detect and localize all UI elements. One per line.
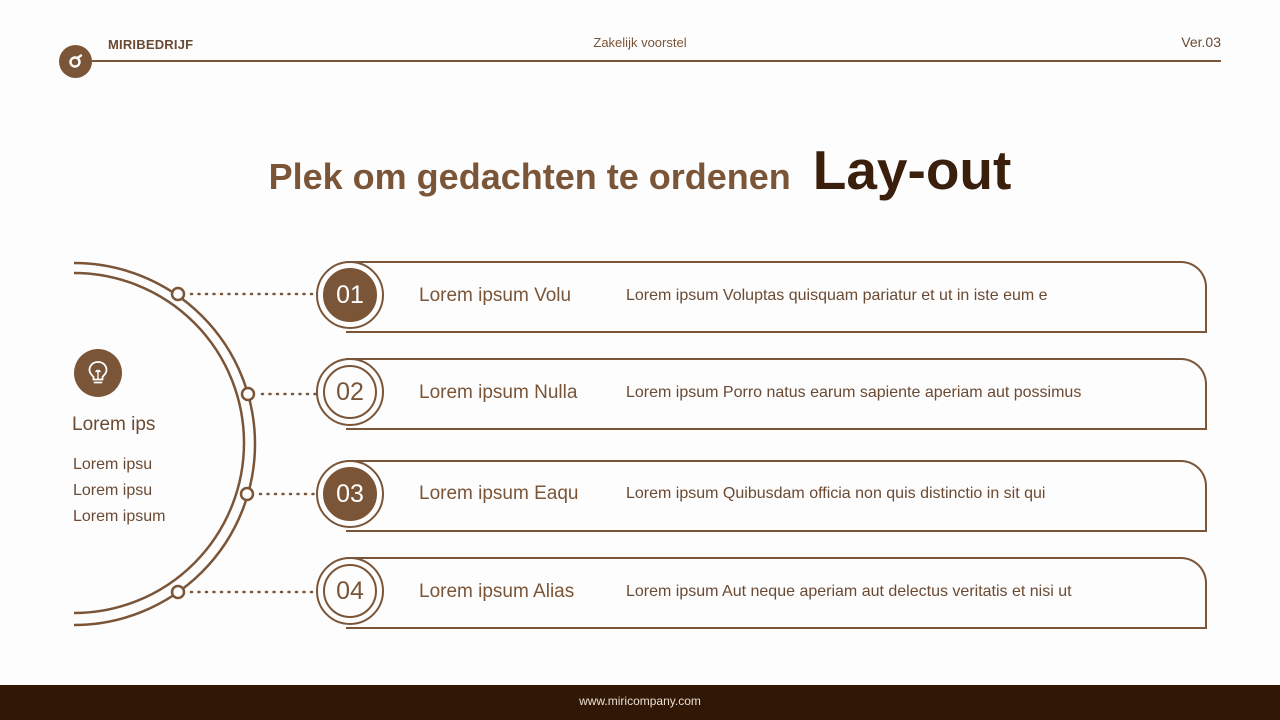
item-title: Lorem ipsum Nulla xyxy=(419,382,578,403)
connector-node xyxy=(172,586,184,598)
item-number: 01 xyxy=(323,268,377,322)
title-right: Lay-out xyxy=(812,139,1012,201)
item-description: Lorem ipsum Quibusdam officia non quis distinctio in sit qui xyxy=(626,485,1046,502)
footer-url[interactable]: www.miricompany.com xyxy=(579,694,701,708)
lightbulb-badge xyxy=(74,349,122,397)
title-left: Plek om gedachten te ordenen xyxy=(268,156,791,197)
item-number: 03 xyxy=(323,467,377,521)
version-label: Ver.03 xyxy=(1181,34,1221,50)
document-subtitle: Zakelijk voorstel xyxy=(593,35,687,50)
item-number: 04 xyxy=(323,564,377,618)
item-description: Lorem ipsum Aut neque aperiam aut delectus veritatis et nisi ut xyxy=(626,583,1072,600)
item-number-badge xyxy=(316,358,384,426)
item-description: Lorem ipsum Voluptas quisquam pariatur et ut in iste eum e xyxy=(626,287,1048,304)
item-description: Lorem ipsum Porro natus earum sapiente aperiam aut possimus xyxy=(626,384,1082,401)
item-title: Lorem ipsum Alias xyxy=(419,581,575,602)
item-number-badge xyxy=(316,557,384,625)
item-title: Lorem ipsum Volu xyxy=(419,285,572,306)
company-name: MIRIBEDRIJF xyxy=(108,37,194,52)
item-number: 02 xyxy=(323,365,377,419)
lightbulb-icon xyxy=(86,360,110,386)
item-number-badge xyxy=(316,460,384,528)
item-number-badge xyxy=(316,261,384,329)
connector-node xyxy=(241,488,253,500)
panel-line: Lorem ipsu xyxy=(73,482,153,499)
item-title: Lorem ipsum Eaqu xyxy=(419,483,579,504)
panel-line: Lorem ipsum xyxy=(73,508,166,525)
panel-line: Lorem ipsu xyxy=(73,456,153,473)
connector-node xyxy=(172,288,184,300)
panel-heading: Lorem ips xyxy=(72,414,156,435)
footer-bar xyxy=(0,685,1280,720)
connector-node xyxy=(242,388,254,400)
